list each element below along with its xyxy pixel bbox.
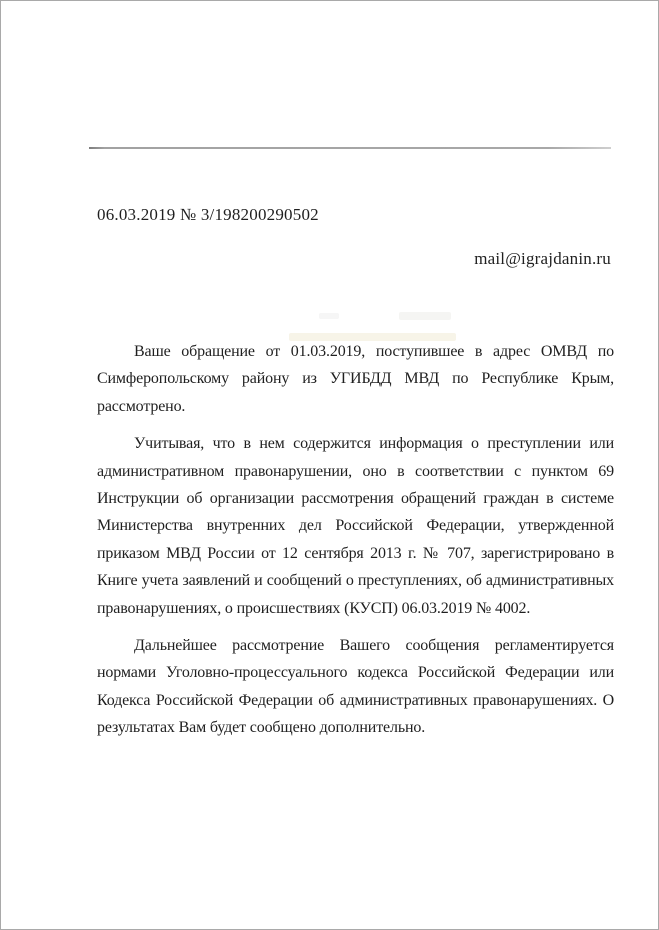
text-line: административном правонарушении, оно в соответствии с пунктом 69 [97,462,614,480]
text-line: Инструкции об организации рассмотрения обращений граждан в системе [97,490,614,508]
text-line: Книге учета заявлений и сообщений о преступлениях, об административных [97,572,614,590]
redaction-smudge [399,312,451,320]
paragraph-2 [97,430,614,622]
letter-body [97,338,614,742]
paragraph-3 [97,632,614,742]
paragraph-1 [97,338,614,420]
redaction-smudge [319,313,339,319]
text-line: Министерства внутренних дел Российской Федерации, утвержденной [97,517,614,535]
letterhead-rule [89,147,611,149]
text-line: результатах Вам будет сообщено дополнительно. [97,719,426,737]
text-line: Ваше обращение от 01.03.2019, поступившее в адрес ОМВД по [134,343,614,360]
text-line: Дальнейшее рассмотрение Вашего сообщения регламентируется [134,637,614,655]
text-line: Симферопольскому району из УГИБДД МВД по Республике Крым, [97,370,614,388]
sender-email: mail@igrajdanin.ru [474,249,611,268]
text-line: нормами Уголовно-процессуального кодекса Российской Федерации или [97,664,614,682]
text-line: Учитывая, что в нем содержится информация о преступлении или [134,435,614,453]
text-line: рассмотрено. [97,397,186,415]
reference-number-line: 06.03.2019 № 3/198200290502 [97,205,319,224]
text-line: приказом МВД России от 12 сентября 2013 г. № 707, зарегистрировано в [97,544,614,562]
text-line: Кодекса Российской Федерации об административных правонарушениях. О [97,691,614,709]
text-line: правонарушениях, о происшествиях (КУСП) 06.03.2019 № 4002. [97,599,531,617]
